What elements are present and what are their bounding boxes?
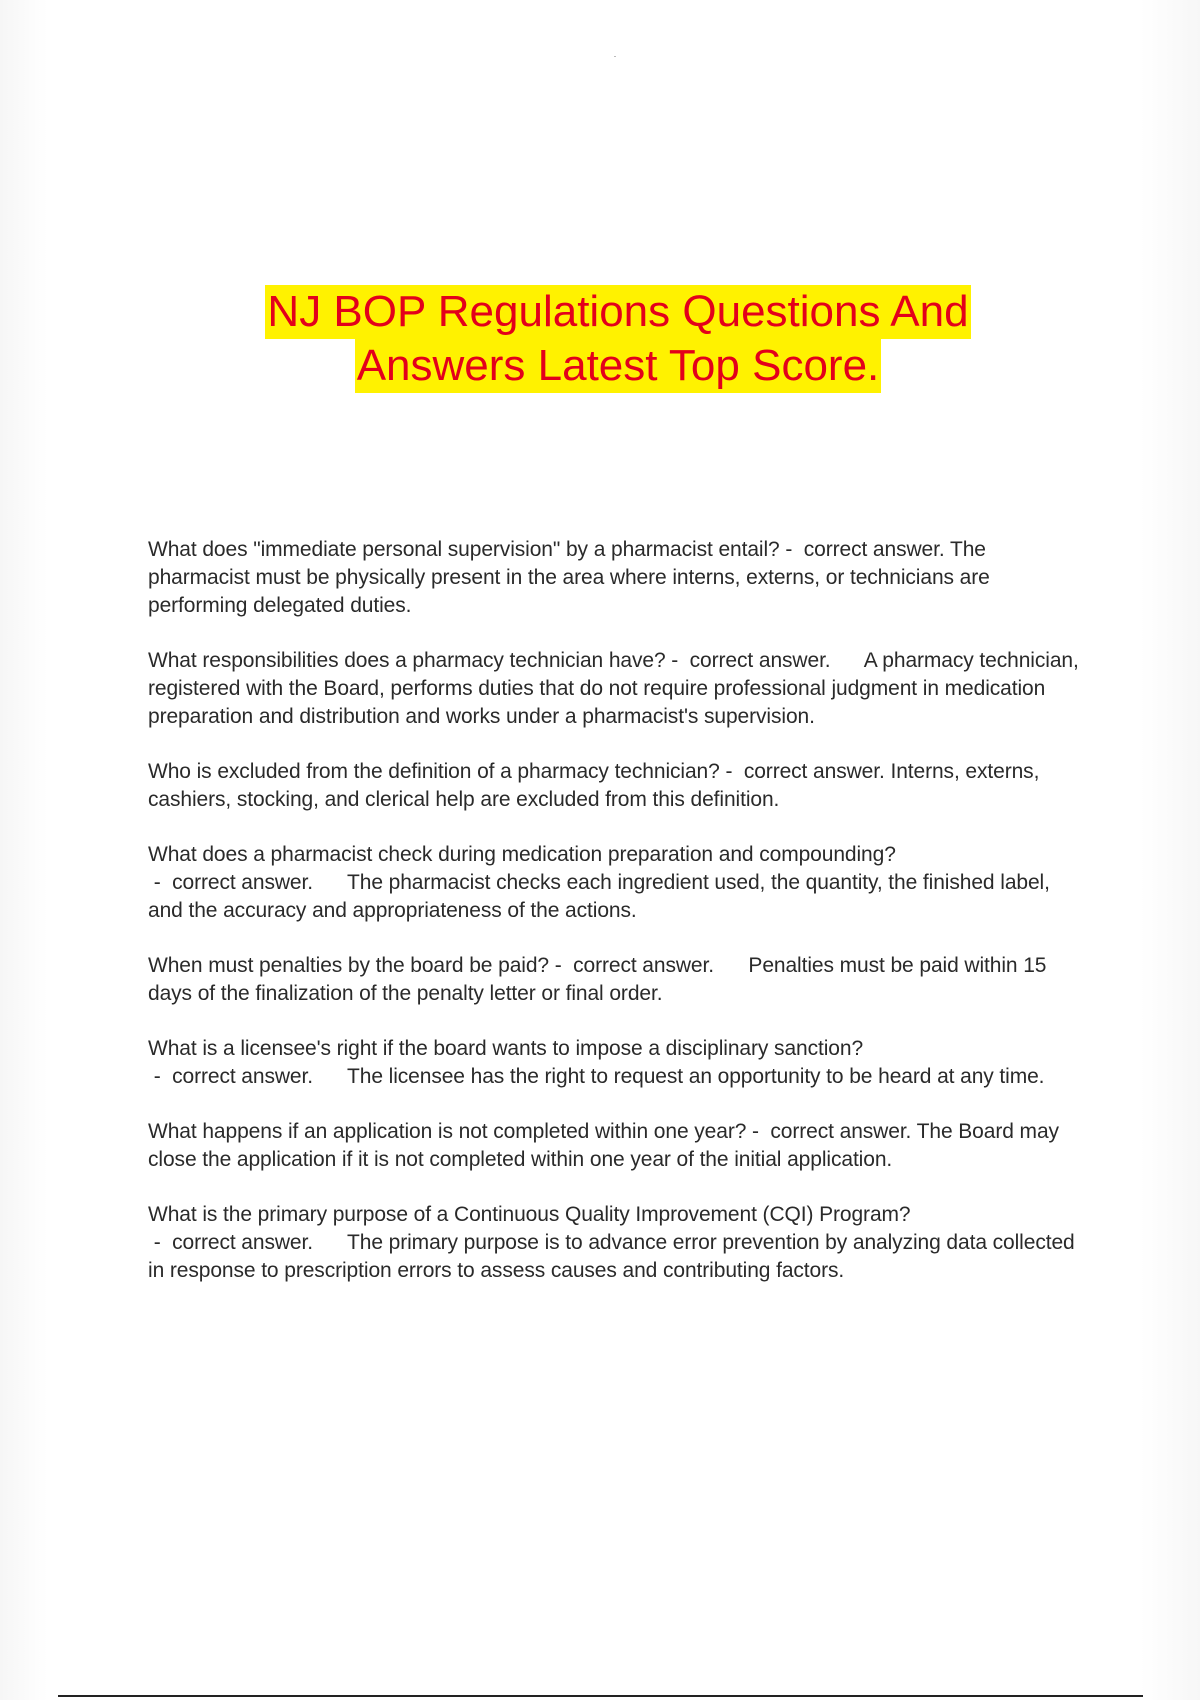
- qa-item: [148, 758, 1088, 814]
- answer-separator: - correct answer.: [746, 1120, 912, 1143]
- qa-item: [148, 1118, 1088, 1174]
- answer-separator: - correct answer.: [148, 1065, 313, 1088]
- answer-separator: - correct answer.: [148, 871, 313, 894]
- answer-text: A pharmacy technician, registered with the Board, performs duties that do not require professional judgment in medication preparation and distribution and works under a pharmacist's supervision.: [148, 649, 1079, 728]
- answer-separator: - correct answer.: [665, 649, 831, 672]
- answer-text: The Board may close the application if it is not completed within one year of the initial application.: [148, 1120, 1059, 1171]
- answer-separator: - correct answer.: [148, 1231, 313, 1254]
- question-text: What does a pharmacist check during medication preparation and compounding?: [148, 843, 896, 866]
- title-line-1: NJ BOP Regulations Questions And: [265, 285, 970, 339]
- scan-edge-left: [0, 0, 48, 1700]
- answer-text: The pharmacist checks each ingredient used, the quantity, the finished label, and the accuracy and appropriateness of the actions.: [148, 871, 1050, 922]
- question-text: When must penalties by the board be paid?: [148, 954, 549, 977]
- answer-text: Penalties must be paid within 15 days of the finalization of the penalty letter or final order.: [148, 954, 1047, 1005]
- question-text: What is a licensee's right if the board wants to impose a disciplinary sanction?: [148, 1037, 864, 1060]
- qa-item: [148, 952, 1088, 1008]
- answer-text: The primary purpose is to advance error prevention by analyzing data collected in response to prescription errors to assess causes and contributing factors.: [148, 1231, 1075, 1282]
- answer-text: The pharmacist must be physically present in the area where interns, externs, or technicians are performing delegated duties.: [148, 538, 990, 617]
- question-text: What happens if an application is not completed within one year?: [148, 1120, 747, 1143]
- question-text: What is the primary purpose of a Continuous Quality Improvement (CQI) Program?: [148, 1203, 911, 1226]
- qa-item: [148, 647, 1088, 731]
- question-text: What responsibilities does a pharmacy technician have?: [148, 649, 666, 672]
- qa-item: [148, 1035, 1088, 1091]
- title-line-2: Answers Latest Top Score.: [355, 339, 882, 393]
- qa-item: [148, 1201, 1088, 1285]
- document-title: [0, 285, 1200, 393]
- answer-separator: - correct answer.: [549, 954, 714, 977]
- answer-text: The licensee has the right to request an opportunity to be heard at any time.: [347, 1065, 1045, 1088]
- qa-item: [148, 536, 1088, 620]
- question-text: Who is excluded from the definition of a pharmacy technician?: [148, 760, 720, 783]
- question-text: What does "immediate personal supervision" by a pharmacist entail?: [148, 538, 780, 561]
- answer-text: Interns, externs, cashiers, stocking, and clerical help are excluded from this definition.: [148, 760, 1040, 811]
- scan-speck: [614, 56, 616, 57]
- scan-edge-right: [1140, 0, 1200, 1700]
- qa-item: [148, 841, 1088, 925]
- answer-separator: - correct answer.: [779, 538, 945, 561]
- qa-list: [148, 536, 1088, 1312]
- answer-separator: - correct answer.: [719, 760, 885, 783]
- footer-rule: [58, 1695, 1143, 1697]
